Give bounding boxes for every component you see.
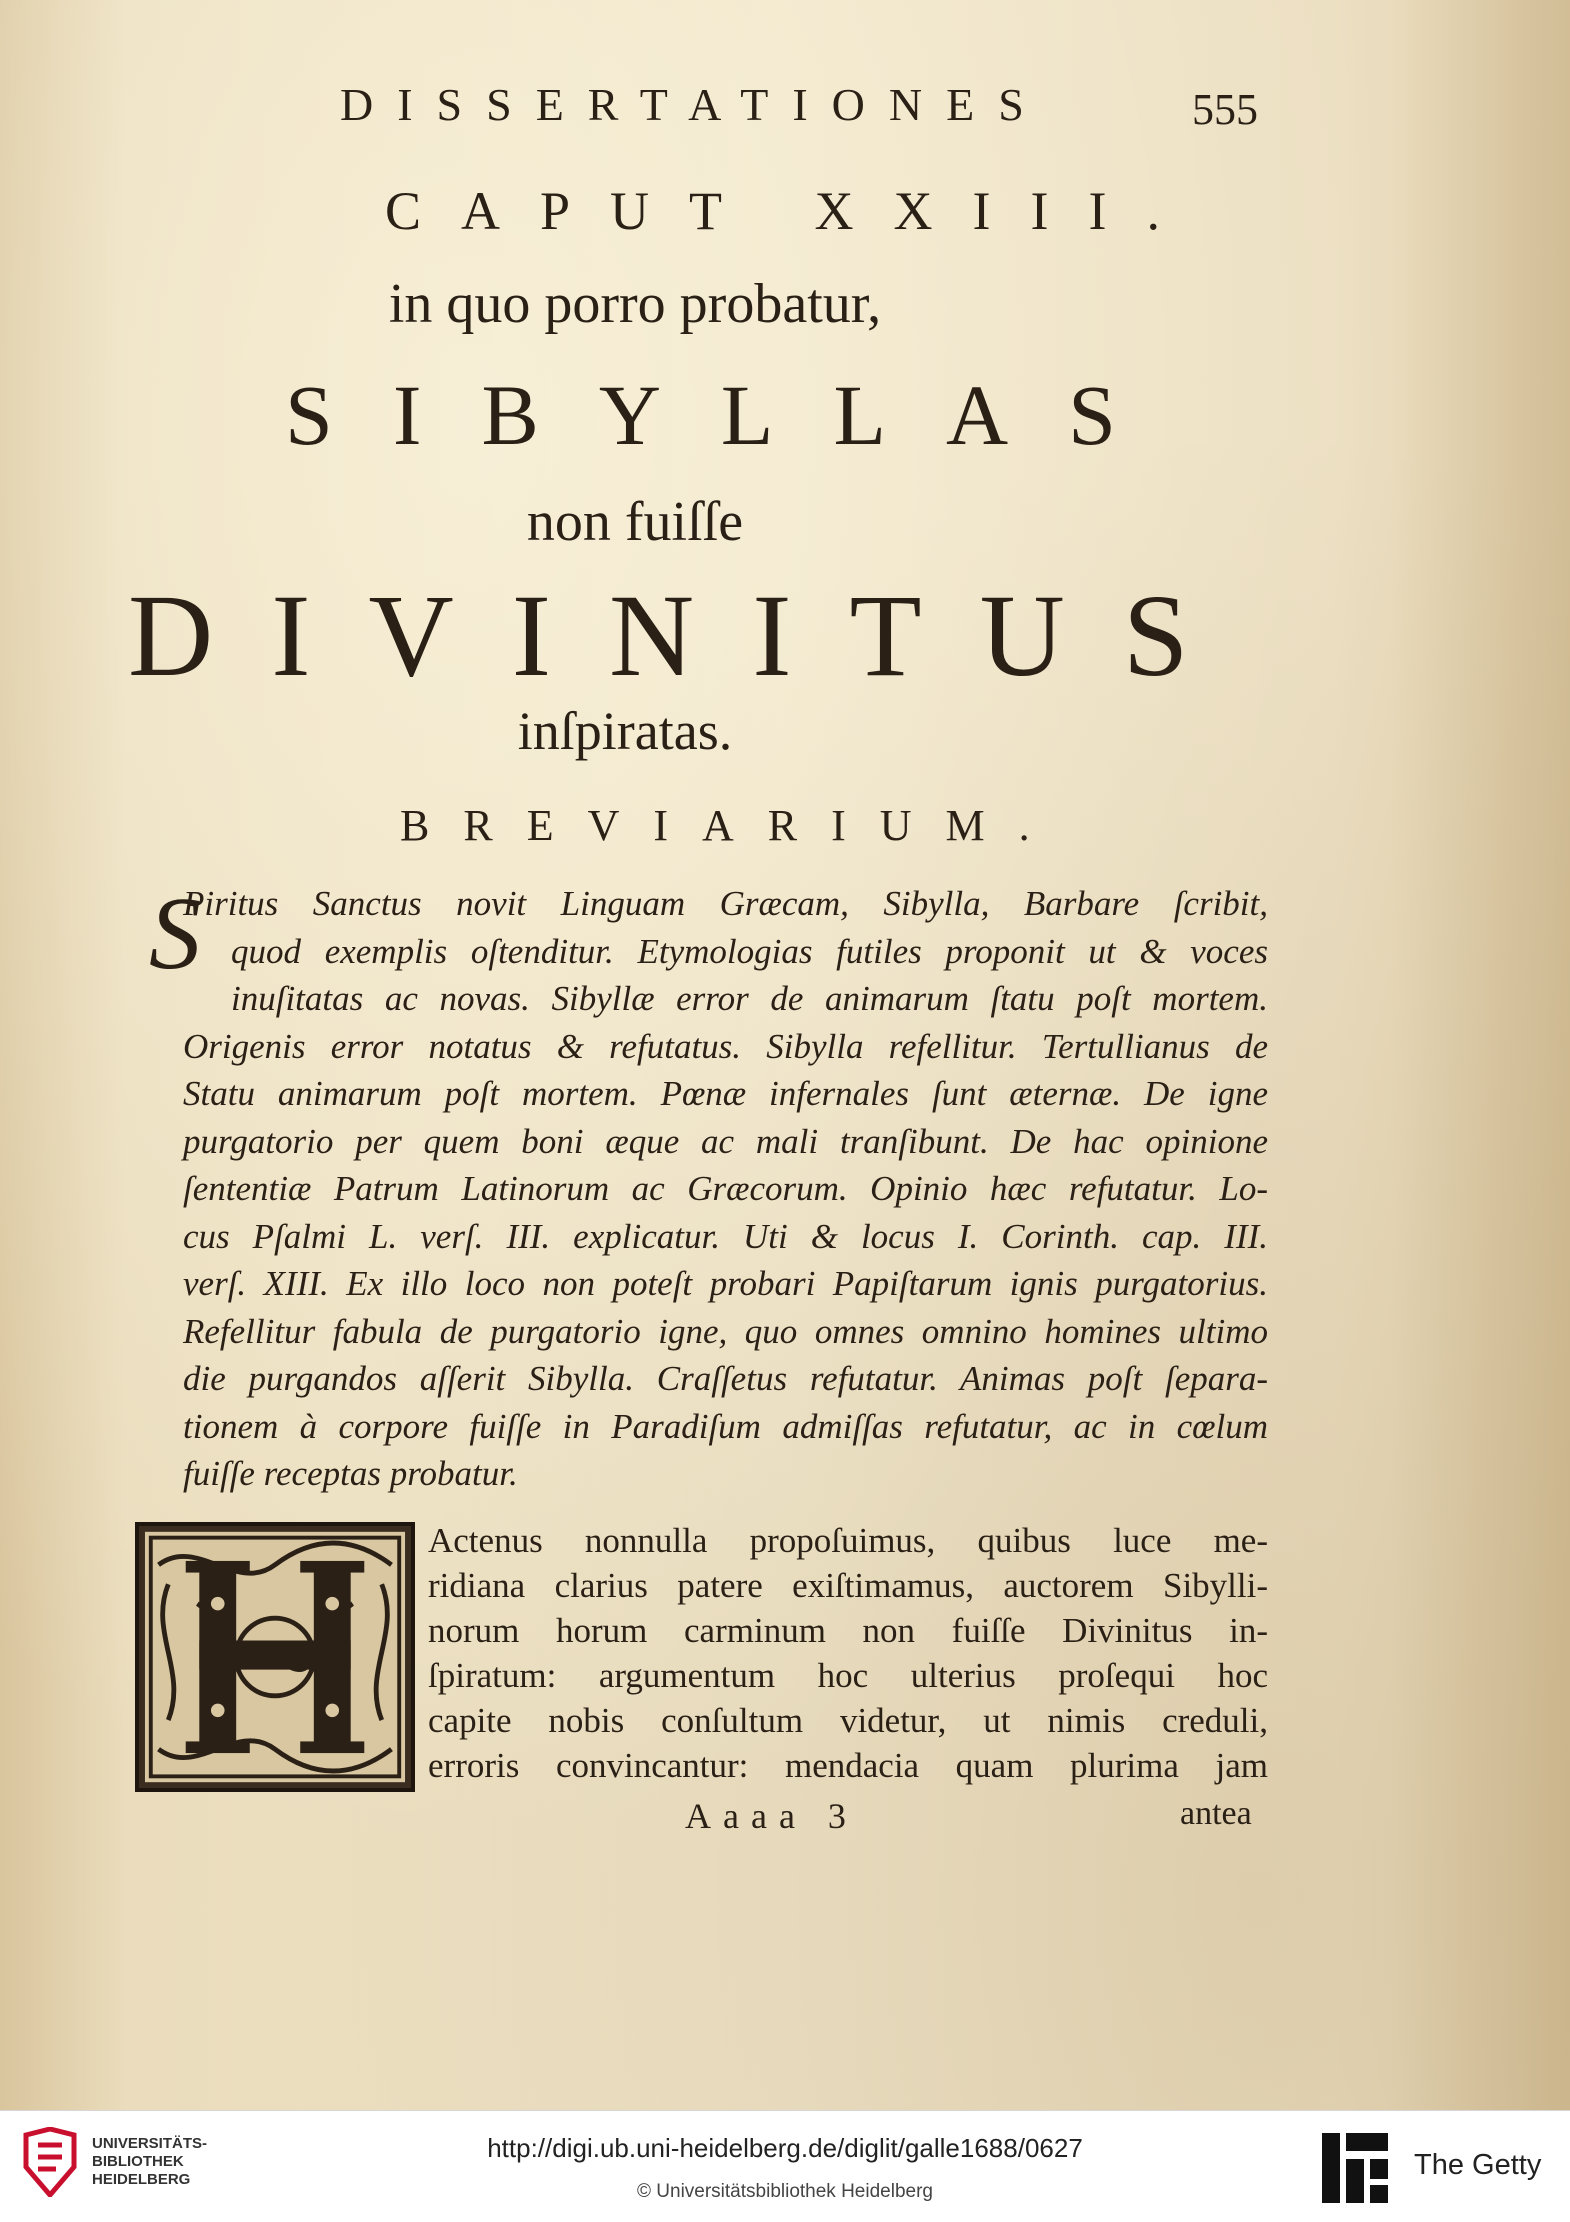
partner-name: The Getty xyxy=(1414,2149,1542,2181)
library-name-line: UNIVERSITÄTS- xyxy=(92,2135,208,2152)
body-line: erroris convincantur: mendacia quam plurima jam xyxy=(428,1746,1268,1785)
summary-line: inuſitatas ac novas. Sibyllæ error de animarum ſtatu poſt mortem. xyxy=(231,979,1268,1018)
summary-line: Piritus Sanctus novit Linguam Græcam, Sibylla, Barbare ſcribit, xyxy=(183,884,1268,923)
summary-line: cus Pſalmi L. verſ. III. explicatur. Uti & locus I. Corinth. cap. III. xyxy=(183,1216,1268,1256)
summary-line: purgatorio per quem boni æque ac mali tranſibunt. De hac opinione xyxy=(183,1121,1268,1161)
body-line: ridiana clarius patere exiſtimamus, auctorem Sibylli- xyxy=(428,1566,1268,1605)
running-title: DISSERTATIONES xyxy=(340,79,1048,130)
library-name-line: HEIDELBERG xyxy=(92,2171,191,2188)
summary-paragraph xyxy=(149,876,1268,1498)
summary-line: ſententiæ Patrum Latinorum ac Græcorum. Opinio hæc refutatur. Lo- xyxy=(183,1169,1268,1208)
title-divinitus: DIVINITUS xyxy=(128,570,1247,701)
body-line: Actenus nonnulla propoſuimus, quibus luce me- xyxy=(428,1521,1268,1560)
body-line: capite nobis conſultum videtur, ut nimis creduli, xyxy=(428,1701,1268,1740)
summary-line: tionem à corpore fuiſſe in Paradiſum admiſſas refutatur, ac in cœlum xyxy=(183,1406,1268,1446)
breviarium-heading: BREVIARIUM. xyxy=(400,801,1064,850)
summary-line: Origenis error notatus & refutatus. Sibylla refellitur. Tertullianus de xyxy=(183,1026,1268,1066)
decorated-initial-h xyxy=(135,1522,415,1792)
title-line-3: non fuiſſe xyxy=(526,491,744,553)
body-line: ſpiratum: argumentum hoc ulterius proſequi hoc xyxy=(428,1656,1268,1695)
summary-line: verſ. XIII. Ex illo loco non poteſt probari Papiſtarum ignis purgatorius. xyxy=(183,1264,1268,1303)
summary-line: fuiſſe receptas probatur. xyxy=(183,1454,518,1493)
title-sibyllas: SIBYLLAS xyxy=(285,367,1176,463)
copyright-text: © Universitätsbibliothek Heidelberg xyxy=(637,2181,933,2202)
viewer-footer xyxy=(0,2110,1570,2222)
summary-line: quod exemplis oſtenditur. Etymologias futiles proponit ut & voces xyxy=(231,931,1268,971)
chapter-heading: CAPUT XXIII. xyxy=(385,181,1200,241)
summary-line: Refellitur fabula de purgatorio igne, quo omnes omnino homines ultimo xyxy=(183,1311,1268,1351)
summary-dropcap: S xyxy=(149,876,201,991)
title-line-5: inſpiratas. xyxy=(517,701,733,761)
permalink-url[interactable]: http://digi.ub.uni-heidelberg.de/diglit/galle1688/0627 xyxy=(487,2133,1083,2163)
signature-mark: Aaaa 3 xyxy=(685,1796,858,1836)
body-paragraph xyxy=(428,1518,1268,1788)
library-name-line: BIBLIOTHEK xyxy=(92,2153,184,2170)
summary-line: Statu animarum poſt mortem. Pœnæ infernales ſunt æternæ. De igne xyxy=(183,1074,1268,1113)
summary-line: die purgandos aſſerit Sibylla. Craſſetus refutatur. Animas poſt ſepara- xyxy=(183,1359,1268,1398)
getty-logo-icon xyxy=(1320,2131,1390,2205)
catchword: antea xyxy=(1180,1795,1252,1832)
title-line-1: in quo porro probatur, xyxy=(388,273,882,335)
page-number: 555 xyxy=(1192,85,1258,134)
body-line: norum horum carminum non fuiſſe Divinitus in- xyxy=(428,1611,1268,1650)
floral-initial-icon xyxy=(139,1526,411,1788)
